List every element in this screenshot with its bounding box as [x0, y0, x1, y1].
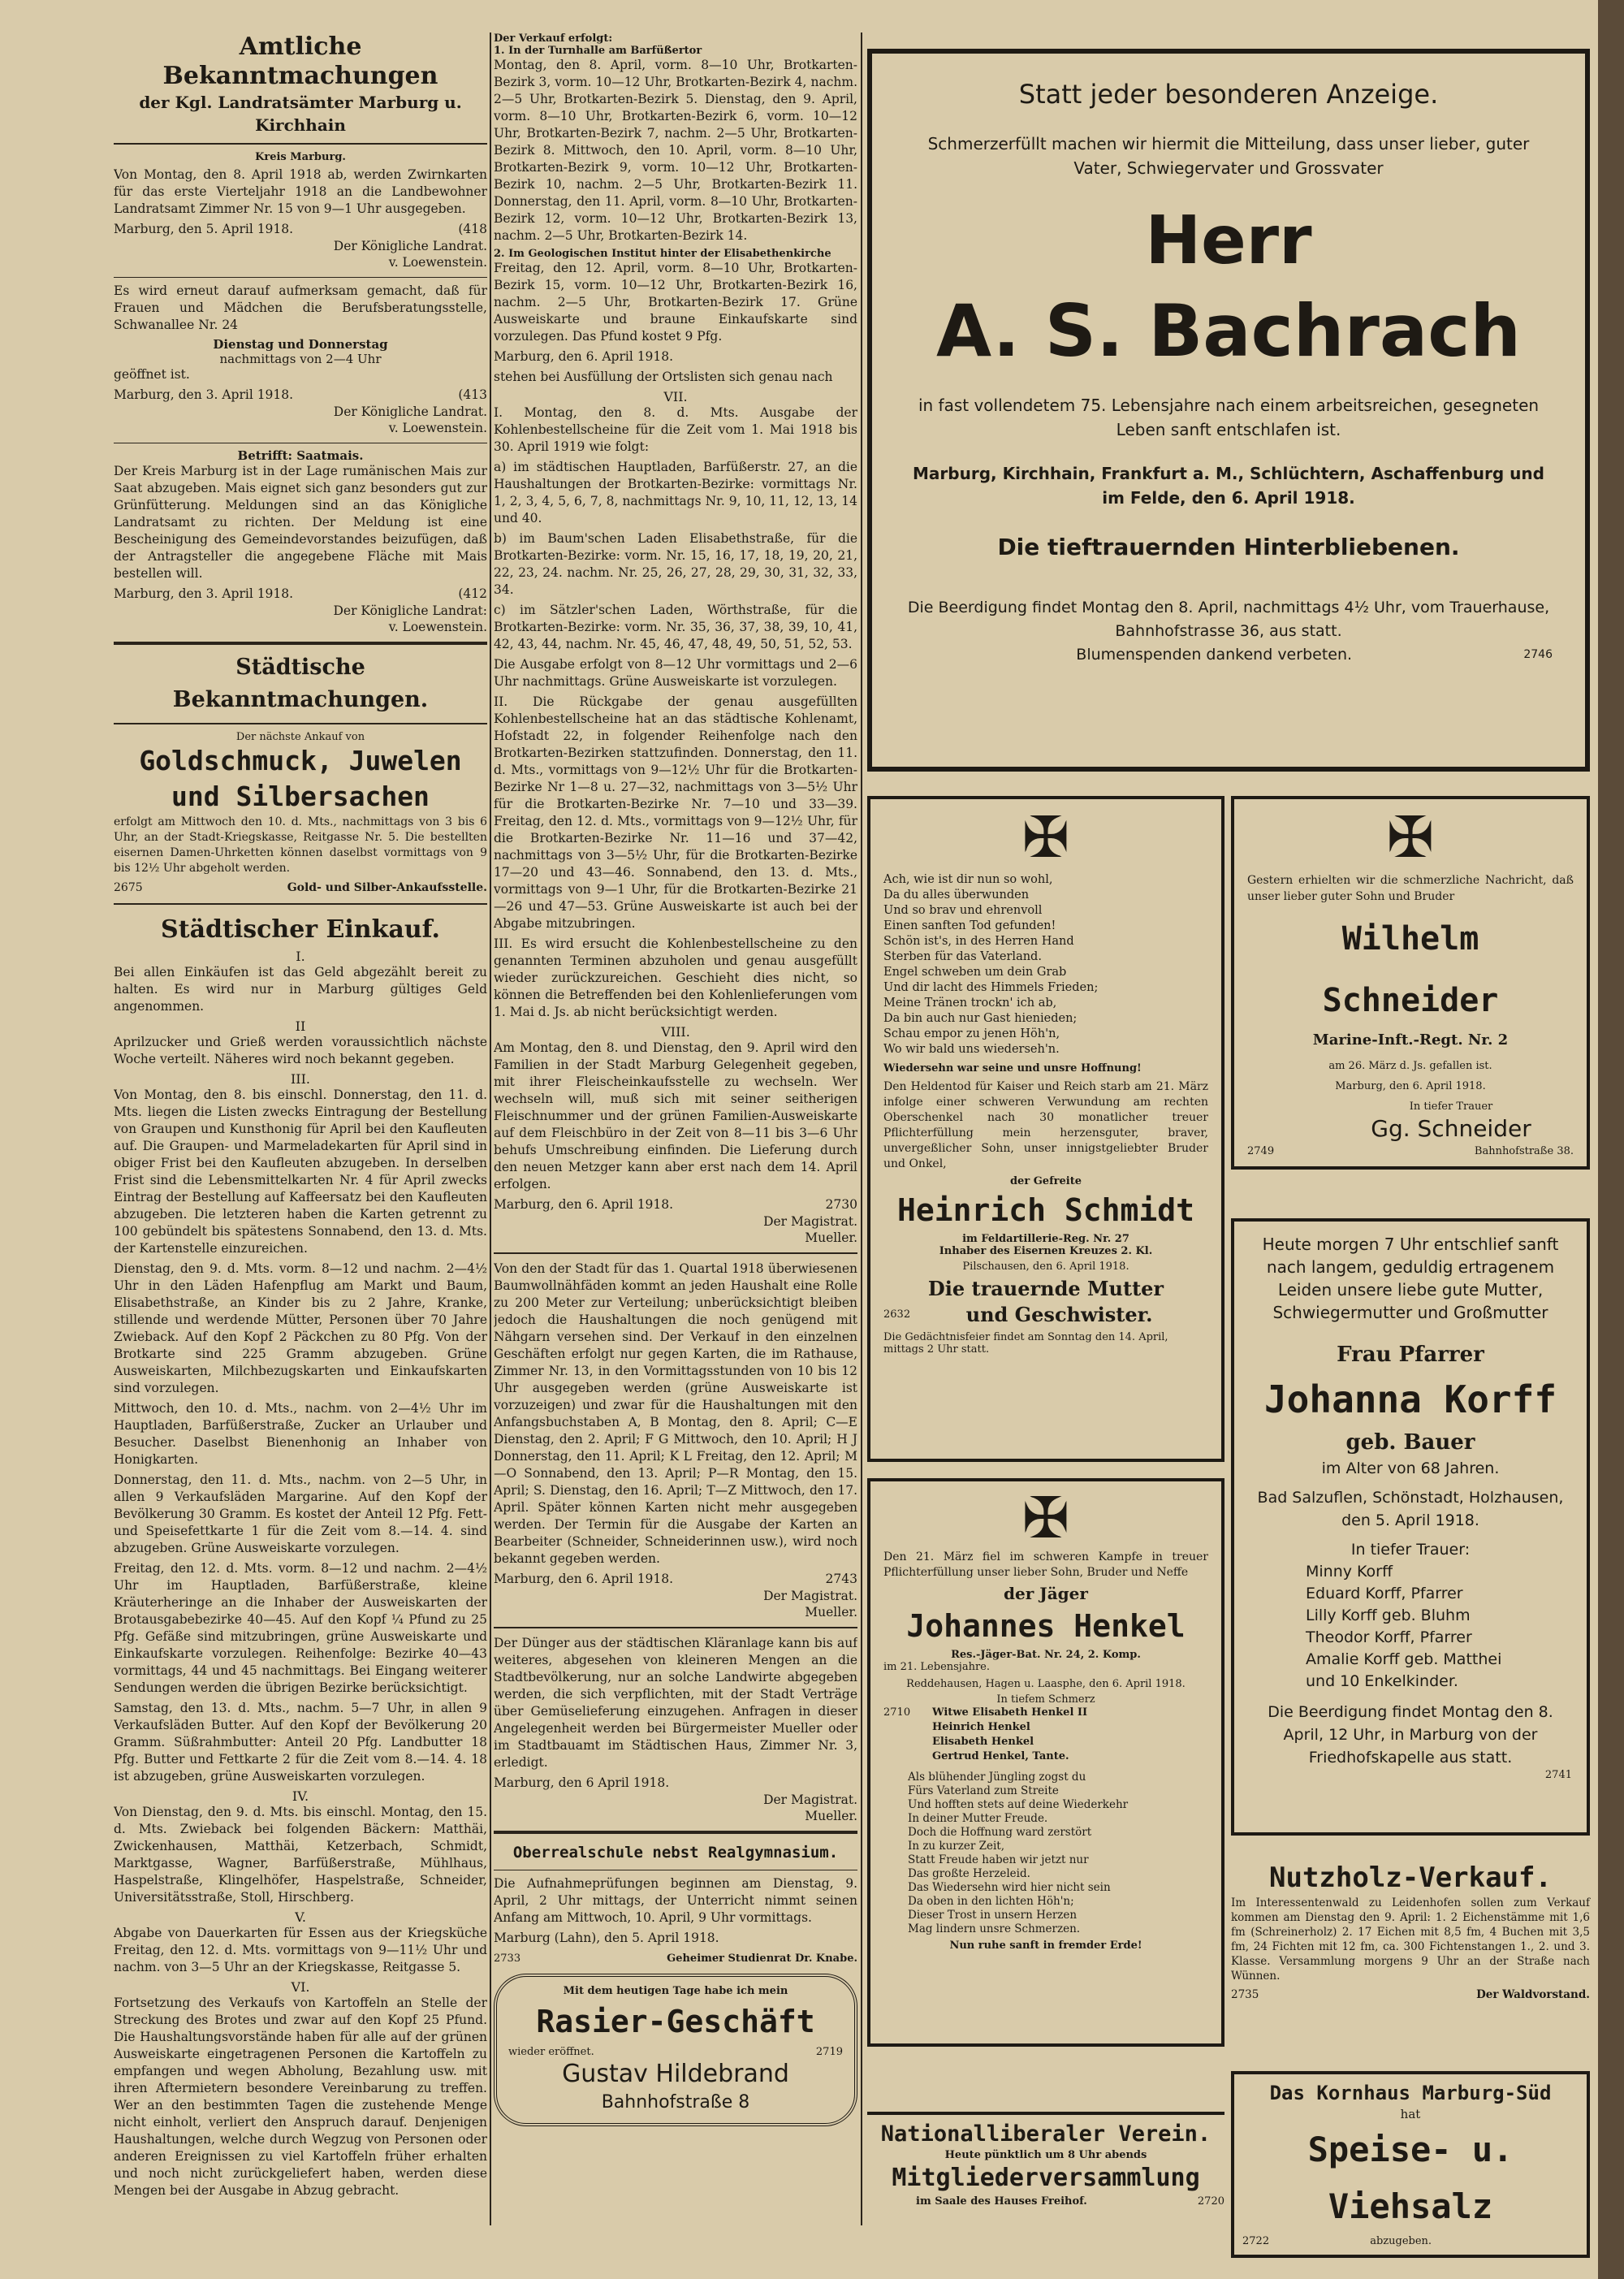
official-notices-subtitle: der Kgl. Landratsämter Marburg u. Kirchhain — [139, 93, 462, 135]
notice-text: geöffnet ist. — [114, 367, 190, 382]
ad-headline: Nationalliberaler Verein. — [880, 2121, 1212, 2147]
obit-rest: Nun ruhe sanft in fremder Erde! — [949, 1940, 1142, 1952]
ad-name: Gustav Hildebrand — [562, 2060, 789, 2088]
notice-text: Fortsetzung des Verkaufs von Kartoffeln an Stelle der Streckung des Brotes und zwar auf den Kopf 25 Pfund. Die Haushaltungsvorstände haben für alle auf der grünen Ausweiskarte eingetragenen Personen die Kartoffeln zu empfangen und wegen Abholung, Bezahlung usw. mit ihren Aftermietern besondere Vereinbarung zu treffen. Wer an den bestimmten Tagen die zustehende Menge nicht einholt, verliert den Anspruch darauf. Denjenigen Haushaltungen, welche durch Wegzug von Personen oder anderen Ereignissen zu viel Kartoffeln früher erhalten und noch nicht zurückgeliefert haben, werden diese Mengen bei der Ausgabe in Abzug gebracht. — [114, 1996, 487, 2198]
bachrach-obituary — [867, 49, 1590, 772]
column-rule — [490, 32, 491, 2225]
notice-place: Marburg, den 5. April 1918. (418 — [114, 222, 487, 236]
obit-text: Heute morgen 7 Uhr entschlief sanft nach langem, geduldig ertragenem Leiden unsere liebe gute Mutter, Schwiegermutter und Großmutter — [1262, 1235, 1559, 1322]
obit-trauer: In tiefem Schmerz — [996, 1693, 1095, 1706]
notice-hours: nachmittags von 2—4 Uhr — [219, 352, 382, 366]
notice-text: Samstag, den 13. d. Mts., nachm. 5—7 Uhr, in allen 9 Verkaufsläden Butter. Auf den Kopf der Bevölkerung 20 Gramm. Süßrahmbutter: Anteil 20 Pfg. Landbutter 18 Pfg. Butter und Fettkarte 2 für die Zeit vom 8.—14. 4. 18 ist abzugeben, grüne Ausweiskarten vorzulegen. — [114, 1701, 487, 1784]
notice-text: Am Montag, den 8. und Dienstag, den 9. April wird den Familien in der Stadt Marburg Gelegenheit gegeben, mit ihrer Fleischeinkaufsstelle zu wechseln. Wer wechseln will, muß sich mit seiner seitherigen Fleischnummer und der grünen Familien-Ausweiskarte auf dem Fleischbüro in der Zeit von 8—11 bis 3—6 Uhr behufs Umschreibung einfinden. Die Lieferung durch den neuen Metzger kann aber erst nach dem 14. April erfolgen. — [494, 1040, 857, 1191]
ad-signature: 2735 Der Waldvorstand. — [1231, 1988, 1590, 2001]
school-title: Oberrealschule nebst Realgymnasium. — [512, 1844, 839, 1862]
salt-ad — [1231, 2071, 1590, 2258]
notice-text: Freitag, den 12. d. Mts. vorm. 8—12 und nachm. 2—4½ Uhr im Hauptladen, Barfüßerstraße, kleine Kräuterheringe an die Inhaber der Ausweiskarten der Brotausgabebezirke 40—45. Auf den Kopf ¼ Pfund zu 25 Pfg. Gefäße sind mitzubringen, grüne Ausweiskarte und Einkaufskarte vorzulegen. Reihenfolge: Bezirke 40—43 vormittags, 44 und 45 nachmittags. Bei Eingang weiterer Sendungen werden die übrigen Bezirke berücksichtigt. — [114, 1561, 487, 1695]
notice-text: Von Dienstag, den 9. d. Mts. bis einschl. Montag, den 15. d. Mts. Zwieback bei folgenden Bäckern: Matthäi, Zwickenhausen, Matthäi, Ketzerbach, Schmidt, Marktgasse, Wagner, Barfüßerstraße, Mühlhaus, Haspelstraße, Klingelhöfer, Haspelstraße, Schneider, Universitätsstraße, Stoll, Hirschberg. — [114, 1805, 487, 1905]
notice-signature: Der Magistrat. — [763, 1589, 857, 1603]
obit-num: 2741 — [1544, 1769, 1572, 1781]
iron-cross-icon: ✠ — [1386, 804, 1435, 871]
notice-subject: Betrifft: Saatmais. — [237, 448, 364, 463]
section-numeral: II — [295, 1018, 306, 1034]
notice-text: Bei allen Einkäufen ist das Geld abgezählt bereit zu halten. Es wird nur in Marburg gültiges Geld angenommen. — [114, 965, 487, 1014]
notice-text: Aprilzucker und Grieß werden voraussichtlich nächste Woche verteilt. Näheres wird noch bekannt gegeben. — [114, 1035, 487, 1066]
notice-signature-name: v. Loewenstein. — [388, 421, 487, 435]
notice-signature: 2733 Geheimer Studienrat Dr. Knabe. — [494, 1953, 857, 1965]
notice-text: Montag, den 8. April, vorm. 8—10 Uhr, Brotkarten-Bezirk 3, vorm. 10—12 Uhr, Brotkarten-Bezirk 4, nachm. 2—5 Uhr, Brotkarten-Bezirk 5. Dienstag, den 9. April, vorm. 8—10 Uhr, Brotkarten-Bezirk 6, vorm. 10—12 Uhr, Brotkarten-Bezirk 7, nachm. 2—5 Uhr, Brotkarten-Bezirk 8. Mittwoch, den 10. April, vorm. 8—10 Uhr, Brotkarten-Bezirk 9, vorm. 10—12 Uhr, Brotkarten-Bezirk 10, nachm. 2—5 Uhr, Brotkarten-Bezirk 11. Donnerstag, den 11. April, vorm. 8—10 Uhr, Brotkarten-Bezirk 12, vorm. 10—12 Uhr, Brotkarten-Bezirk 13, nachm. 2—5 Uhr, Brotkarten-Bezirk 14. — [494, 58, 857, 243]
sale-heading: Der Verkauf erfolgt: — [494, 32, 613, 45]
notice-signature: Der Königliche Landrat. — [333, 404, 487, 419]
gold-intro: Der nächste Ankauf von — [235, 731, 365, 743]
notice-text: stehen bei Ausfüllung der Ortslisten sich genau nach — [494, 370, 833, 384]
obit-title: Frau Pfarrer — [1337, 1343, 1484, 1367]
obit-name: Johannes Henkel — [906, 1608, 1186, 1644]
obit-born: geb. Bauer — [1345, 1430, 1475, 1455]
obit-decoration: Inhaber des Eisernen Kreuzes 2. Kl. — [939, 1245, 1153, 1257]
notice-text: Der Kreis Marburg ist in der Lage rumänischen Mais zur Saat abzugeben. Mais eignet sich ganz besonders gut zur Grünfütterung. Meldungen sind an das Königliche Landratsamt zu richten. Der Meldung ist eine Bescheinigung des Gemeindevorstandes beizufügen, daß der Antragsteller die angegebene Fläche mit Mais bestellen will. — [114, 464, 487, 581]
column-rule — [861, 32, 862, 2225]
section-numeral: VI. — [291, 1979, 310, 1995]
ad-footer: 2722 abzugeben. — [1242, 2235, 1432, 2247]
obit-name: Wilhelm Schneider — [1322, 920, 1499, 1019]
notice-signature-name: Mueller. — [805, 1230, 857, 1245]
ad-text: Heute pünktlich um 8 Uhr abends — [944, 2149, 1147, 2161]
notice-text: Der Dünger aus der städtischen Kläranlage kann bis auf weiteres, abgesehen von kleineren Mengen an die Stadtbevölkerung, nur an solche Landwirte abgegeben werden, die sich verpflichten, mit der Stadt Verträge über Gemüselieferung einzugehen. Anfragen in dieser Angelegenheit werden bei Bürgermeister Mueller oder im Stadtbauamt im Städtischen Haus, Zimmer Nr. 3, erledigt. — [494, 1636, 857, 1770]
notice-place: Marburg, den 6. April 1918. 2730 — [494, 1197, 857, 1212]
obit-text: in fast vollendetem 75. Lebensjahre nach einem arbeitsreichen, gesegneten Leben sanft entschlafen ist. — [918, 396, 1540, 439]
notice-days: Dienstag und Donnerstag — [213, 337, 388, 352]
column-left — [114, 32, 487, 2203]
ad-heading: Statt jeder besonderen Anzeige. — [1018, 79, 1439, 110]
notice-signature: 2675 Gold- und Silber-Ankaufsstelle. — [114, 881, 487, 894]
obit-unit: Marine-Inft.-Regt. Nr. 2 — [1312, 1031, 1509, 1049]
obit-unit: im Feldartillerie-Reg. Nr. 27 — [962, 1233, 1129, 1245]
notice-text: Dienstag, den 9. d. Mts. vorm. 8—12 und nachm. 2—4½ Uhr in den Läden Hafenpflug am Markt und Baum, Elisabethstraße, an Kinder bis zu 2 Jahre, Kranke, stillende und werdende Mütter, Personen über 70 Jahre Zwieback. Auf den Kopf 2 Päckchen zu 80 Pfg. Von der Brotkarte sind 225 Gramm abzugeben. Grüne Ausweiskarten, Milchbezugskarten und Einkaufskarten sind vorzulegen. — [114, 1261, 487, 1395]
henkel-obituary — [867, 1478, 1224, 2047]
barber-ad — [494, 1974, 857, 2126]
ad-subline: wieder eröffnet. 2719 — [508, 2046, 843, 2058]
notice-signature: Der Magistrat. — [763, 1792, 857, 1807]
section-numeral: III. — [290, 1071, 311, 1087]
notice-text: I. Montag, den 8. d. Mts. Ausgabe der Kohlenbestellscheine für die Zeit vom 1. Mai 1918 bis 30. April 1919 wie folgt: — [494, 405, 857, 454]
city-notices-title: Städtische Bekanntmachungen. — [172, 655, 429, 712]
obit-mourners: 2632 und Geschwister. — [883, 1303, 1153, 1326]
ad-text: Im Interessentenwald zu Leidenhofen sollen zum Verkauf kommen am Dienstag den 9. April: 1. 2 Eichenstämme mit 1,6 fm (Schreinerholz) 2. 17 Eichen mit 8,5 fm, 4 Buchen mit 3,5 fm, 24 Fichten mit 12 fm, ca. 300 Fichtenstangen 1., 2. und 3. Klasse. Versammlung morgens 9 Uhr an der Straße nach Wünnen. — [1231, 1896, 1590, 1983]
obit-poem: Ach, wie ist dir nun so wohl, Da du alles überwunden Und so brav und ehrenvoll Einen sanften Tod gefunden! Schön ist's, in des Herren Hand Sterben für das Vaterland. Engel schweben um dein Grab Und dir lacht des Himmels Frieden; Meine Tränen trockn' ich ab, Da bin auch nur Gast hienieden; Schau empor zu jenen Höh'n, Wo wir bald uns wiederseh'n. — [883, 873, 1099, 1056]
column-middle — [494, 32, 857, 2126]
obit-text: Den 21. März fiel im schweren Kampfe in treuer Pflichterfüllung unser lieber Sohn, Bruder und Neffe — [883, 1550, 1208, 1579]
obit-wiedersehen: Wiedersehn war seine und unsre Hoffnung! — [883, 1062, 1142, 1075]
obit-text: Den Heldentod für Kaiser und Reich starb am 21. März infolge einer schweren Verwundung am rechten Oberschenkel nach 30 monatlicher treuer Pflichterfüllung mein herzensguter, braver, unvergeßlicher Sohn, unser innigstgeliebter Bruder und Onkel, — [883, 1080, 1208, 1170]
timber-sale-ad — [1231, 1860, 1590, 2007]
iron-cross-icon: ✠ — [1021, 804, 1070, 871]
obit-place: Marburg, den 6. April 1918. — [1335, 1080, 1486, 1092]
notice-text: Die Ausgabe erfolgt von 8—12 Uhr vormittags und 2—6 Uhr nachmittags. Grüne Ausweiskarte ist vorzulegen. — [494, 657, 857, 689]
sale-location: 1. In der Turnhalle am Barfüßertor — [494, 45, 702, 57]
sale-location: 2. Im Geologischen Institut hinter der Elisabethenkirche — [494, 248, 831, 260]
ad-place: im Saale des Hauses Freihof. 2720 — [916, 2195, 1224, 2208]
schneider-obituary — [1231, 796, 1590, 1170]
gold-heading: Goldschmuck, Juwelen — [139, 745, 462, 776]
obit-funeral: Die Beerdigung findet Montag den 8. April, 12 Uhr, in Marburg von der Friedhofskapelle aus statt. — [1268, 1703, 1553, 1767]
obit-text: Gestern erhielten wir die schmerzliche Nachricht, daß unser lieber guter Sohn und Bruder — [1247, 874, 1574, 903]
obit-age: im Alter von 68 Jahren. — [1321, 1460, 1500, 1477]
ad-headline-main: Speise- u. Viehsalz — [1307, 2130, 1514, 2226]
notice-signature-name: v. Loewenstein. — [388, 255, 487, 270]
obit-died: am 26. März d. Js. gefallen ist. — [1328, 1060, 1492, 1072]
ad-headline: Das Kornhaus Marburg-Süd — [1269, 2082, 1552, 2104]
notice-signature: Der Magistrat. — [763, 1214, 857, 1229]
section-numeral: IV. — [292, 1788, 309, 1804]
notice-text: Von Montag, den 8. April 1918 ab, werden Zwirnkarten für das erste Vierteljahr 1918 an die Landbewohner Landratsamt Zimmer Nr. 15 von 9—1 Uhr ausgegeben. — [114, 167, 487, 216]
obit-mourners: Minny Korff Eduard Korff, Pfarrer Lilly Korff geb. Bluhm Theodor Korff, Pfarrer Amalie Korff geb. Matthei und 10 Enkelkinder. — [1306, 1563, 1502, 1690]
official-notices-title: Amtliche Bekanntmachungen — [162, 32, 438, 90]
notice-text: erfolgt am Mittwoch den 10. d. Mts., nachmittags von 3 bis 6 Uhr, an der Stadt-Kriegskasse, Reitgasse Nr. 5. Die bestellten eisernen Damen-Uhrketten können daselbst vormittags von 9 bis 12½ Uhr abgeholt werden. — [114, 815, 487, 875]
ad-headline-main: Mitgliederversammlung — [892, 2164, 1200, 2192]
obit-mourners: Die tieftrauernden Hinterbliebenen. — [997, 534, 1460, 560]
einkauf-title: Städtischer Einkauf. — [161, 915, 440, 944]
notice-signature: Der Königliche Landrat. — [333, 239, 487, 253]
obit-place: Reddehausen, Hagen u. Laasphe, den 6. April 1918. — [906, 1678, 1186, 1690]
notice-text: Mittwoch, den 10. d. Mts., nachm. von 2—4½ Uhr im Hauptladen, Barfüßerstraße, Zucker an Urlauber und Besucher. Daselbst Bienenhonig an Inhaber von Honigkarten. — [114, 1401, 487, 1467]
section-numeral: V. — [295, 1909, 306, 1925]
notice-text: III. Es wird ersucht die Kohlenbestellscheine zu den genannten Terminen abzuholen und genau ausgefüllt wieder zurückzureichen. Geschieht dies nicht, so können die Betreffenden bei den Kohlenlieferungen vom 1. Mai d. Js. ab nicht berücksichtigt werden. — [494, 936, 857, 1019]
obit-mourners: Die trauernde Mutter — [927, 1277, 1164, 1300]
page-edge — [1598, 0, 1624, 2279]
notice-signature-name: Mueller. — [805, 1809, 857, 1823]
section-numeral: VII. — [663, 389, 688, 404]
notice-signature-name: Mueller. — [805, 1605, 857, 1620]
notice-place: Marburg, den 6. April 1918. 2743 — [494, 1572, 857, 1586]
ad-address: Bahnhofstraße 8 — [601, 2092, 750, 2113]
notice-place: Marburg (Lahn), den 5. April 1918. — [494, 1931, 719, 1945]
iron-cross-icon: ✠ — [1021, 1485, 1070, 1551]
notice-place: Marburg, den 3. April 1918. (412 — [114, 586, 487, 601]
obit-trauer: In tiefer Trauer: — [1350, 1541, 1471, 1559]
obit-places: Marburg, Kirchhain, Frankfurt a. M., Schlüchtern, Aschaffenburg und im Felde, den 6. April 1918. — [913, 464, 1544, 508]
notice-place: Marburg, den 6. April 1918. — [494, 349, 674, 364]
ad-intro: Mit dem heutigen Tage habe ich mein — [563, 1985, 788, 1997]
obit-poem: Als blühender Jüngling zogst du Fürs Vaterland zum Streite Und hofften stets auf deine Wiederkehr In deiner Mutter Freude. Doch die Hoffnung ward zerstört In zu kurzer Zeit, Statt Freude haben wir jetzt nur Das großte Herzeleid. Das Wiedersehn wird hier nicht sein Da oben in den lichten Höh'n; Dieser Trost in unsern Herzen Mag lindern unsre Schmerzen. — [908, 1771, 1129, 1935]
obit-age: im 21. Lebensjahre. — [883, 1661, 991, 1673]
obit-rank: der Jäger — [1004, 1584, 1088, 1603]
notice-text: II. Die Rückgabe der genau ausgefüllten Kohlenbestellscheine hat an das städtische Kohlenamt, Hofstadt 22, in folgender Reihenfolge nach den Brotkarten-Bezirken stattzufinden. Donnerstag, den 11. d. Mts., vormittags von 9—12½ Uhr für die Brotkarten-Bezirke Nr 1—8 u. 27—32, nachmittags von 3—5½ Uhr für die Brotkarten-Bezirke Nr. 7—10 und 33—39. Freitag, den 12. d. Mts., vormittags von 9—12½ Uhr, für die Brotkarten-Bezirke Nr. 11—16 und 37—42, nachmittags von 3—5½ Uhr, für die Brotkarten-Bezirke 17—20 und 43—46. Sonnabend, den 13. d. Mts., vormittags von 9—1 Uhr, für die Brotkarten-Bezirke 21—26 und 47—53. Grüne Ausweiskarte ist auch bei der Abgabe mitzubringen. — [494, 694, 857, 931]
notice-text: Freitag, den 12. April, vorm. 8—10 Uhr, Brotkarten-Bezirk 15, vorm. 10—12 Uhr, Brotkarten-Bezirk 16, nachm. 2—5 Uhr, Brotkarten-Bezirk 17. Grüne Ausweiskarte und braune Einkaufskarte sind vorzulegen. Das Pfund kostet 9 Pfg. — [494, 261, 857, 344]
gold-heading-2: und Silbersachen — [171, 781, 430, 812]
obit-place: Bad Salzuflen, Schönstadt, Holzhausen, den 5. April 1918. — [1257, 1489, 1564, 1529]
obit-funeral: Die Beerdigung findet Montag den 8. April, nachmittags 4½ Uhr, vom Trauerhause, Bahnhofstrasse 36, aus statt. — [907, 599, 1550, 640]
obit-name: A. S. Bachrach — [935, 289, 1522, 373]
ad-headline: Rasier-Geschäft — [536, 2004, 815, 2039]
notice-text: c) im Sätzler'schen Laden, Wörthstraße, für die Brotkarten-Bezirke: vorm. Nr. 35, 36, 37, 38, 39, 10, 41, 42, 43, 44, nachm. Nr. 45, 46, 47, 48, 49, 50, 51, 52, 53. — [494, 603, 857, 651]
obit-text: Schmerzerfüllt machen wir hiermit die Mitteilung, dass unser lieber, guter Vater, Schwiegervater und Grossvater — [927, 134, 1530, 178]
obit-mourners: 2710 Witwe Elisabeth Henkel II Heinrich Henkel Elisabeth Henkel Gertrud Henkel, Tante. — [883, 1706, 1088, 1762]
party-ad — [867, 2112, 1224, 2208]
section-numeral: I. — [296, 949, 305, 964]
notice-signature: Der Königliche Landrat: — [333, 603, 487, 618]
obit-unit: Res.-Jäger-Bat. Nr. 24, 2. Komp. — [951, 1649, 1141, 1661]
obit-name: Heinrich Schmidt — [896, 1192, 1195, 1228]
notice-text: b) im Baum'schen Laden Elisabethstraße, für die Brotkarten-Bezirke: vorm. Nr. 15, 16, 17, 18, 19, 20, 21, 22, 23, 24. nachm. Nr. 25, 26, 27, 28, 29, 30, 31, 32, 33, 34. — [494, 531, 857, 597]
notice-text: a) im städtischen Hauptladen, Barfüßerstr. 27, an die Haushaltungen der Brotkarten-Bezirke: vormittags Nr. 1, 2, 3, 4, 5, 6, 7, 8, nachmittags Nr. 9, 10, 11, 12, 13, 14 und 40. — [494, 460, 857, 525]
obit-herr: Herr — [1145, 202, 1312, 279]
notice-text: Von den der Stadt für das 1. Quartal 1918 überwiesenen Baumwollnähfäden kommt an jeden Haushalt eine Rolle zu 200 Meter zur Verteilung; unberücksichtigt bleiben jedoch die Haushaltungen die noch genügend mit Nähgarn versehen sind. Der Verkauf in den einzelnen Geschäften erfolgt nur gegen Karten, die im Rathause, Zimmer Nr. 13, in den Vormittagsstunden von 10 bis 12 Uhr ausgegeben werden (grüne Ausweiskarte ist vorzuzeigen) und zwar für die Haushaltungen mit den Anfangsbuchstaben A, B Montag, den 8. April; C—E Dienstag, den 2. April; F G Mittwoch, den 10. April; H J Donnerstag, den 11. April; K L Freitag, den 12. April; M—O Sonnabend, den 13. April; P—R Montag, den 15. April; S. Dienstag, den 16. April; T—Z Mittwoch, den 17. April. Später können Karten nicht mehr ausgegeben werden. Der Termin für die Ausgabe der Karten an Bearbeiter (Schneider, Schneiderinnen usw.), wird noch bekannt gegeben werden. — [494, 1261, 857, 1566]
obit-address: 2749 Bahnhofstraße 38. — [1247, 1145, 1574, 1157]
notice-text: Die Aufnahmeprüfungen beginnen am Dienstag, 9. April, 2 Uhr mittags, der Unterricht nimmt seinen Anfang am Mittwoch, 10. April, 9 Uhr vormittags. — [494, 1876, 857, 1925]
notice-place: Marburg, den 3. April 1918. (413 — [114, 387, 487, 402]
korff-obituary — [1231, 1218, 1590, 1836]
ad-headline: Nutzholz-Verkauf. — [1269, 1862, 1552, 1894]
obit-name: Johanna Korff — [1263, 1377, 1557, 1421]
schmidt-obituary — [867, 796, 1224, 1462]
notice-text: Es wird erneut darauf aufmerksam gemacht, daß für Frauen und Mädchen die Berufsberatungsstelle, Schwanallee Nr. 24 — [114, 283, 487, 332]
obit-place: Pilschausen, den 6. April 1918. — [962, 1261, 1129, 1273]
kreis-label: Kreis Marburg. — [255, 151, 346, 163]
notice-place: Marburg, den 6 April 1918. — [494, 1775, 670, 1790]
obit-flowers: Blumenspenden dankend verbeten. 2746 — [1076, 646, 1553, 664]
notice-text: Abgabe von Dauerkarten für Essen aus der Kriegsküche Freitag, den 12. d. Mts. vormittags von 9—11½ Uhr und nachm. von 3—5 Uhr an der Kriegskasse, Reitgasse 5. — [114, 1926, 487, 1974]
obit-trauer: In tiefer Trauer — [1409, 1101, 1493, 1113]
notice-signature-name: v. Loewenstein. — [388, 620, 487, 634]
section-numeral: VIII. — [661, 1024, 690, 1040]
obit-father: Gg. Schneider — [1371, 1115, 1531, 1142]
ad-text: hat — [1400, 2107, 1421, 2121]
notice-text: Donnerstag, den 11. d. Mts., nachm. von 2—5 Uhr, in allen 9 Verkaufsläden Margarine. Auf den Kopf der Bevölkerung 30 Gramm. Es kostet der Anteil 12 Pfg. Fett- und Speisefettkarte 1 für die Zeit vom 8.—14. 4. sind abzugeben. Grüne Ausweiskarte vorzulegen. — [114, 1472, 487, 1555]
obit-service: Die Gedächtnisfeier findet am Sonntag den 14. April, mittags 2 Uhr statt. — [883, 1331, 1168, 1356]
notice-text: Von Montag, den 8. bis einschl. Donnerstag, den 11. d. Mts. liegen die Listen zwecks Eintragung der Bestellung von Graupen und Kunsthonig für April bei den Kaufleuten auf. Die Graupen- und Marmeladekarten für April sind in obiger Frist bei den Kaufleuten abzugeben. In derselben Frist sind die Lebensmittelkarten Nr. 4 für April zwecks Eintrag der Bestellung auf Kaffeersatz bei den Kaufleuten abzugeben. Die letzteren haben die Karten getrennt zu 100 gebündelt bis spätestens Sonnabend, den 13. d. Mts. der Kartenstelle einzureichen. — [114, 1088, 487, 1256]
obit-rank: der Gefreite — [1009, 1175, 1082, 1187]
